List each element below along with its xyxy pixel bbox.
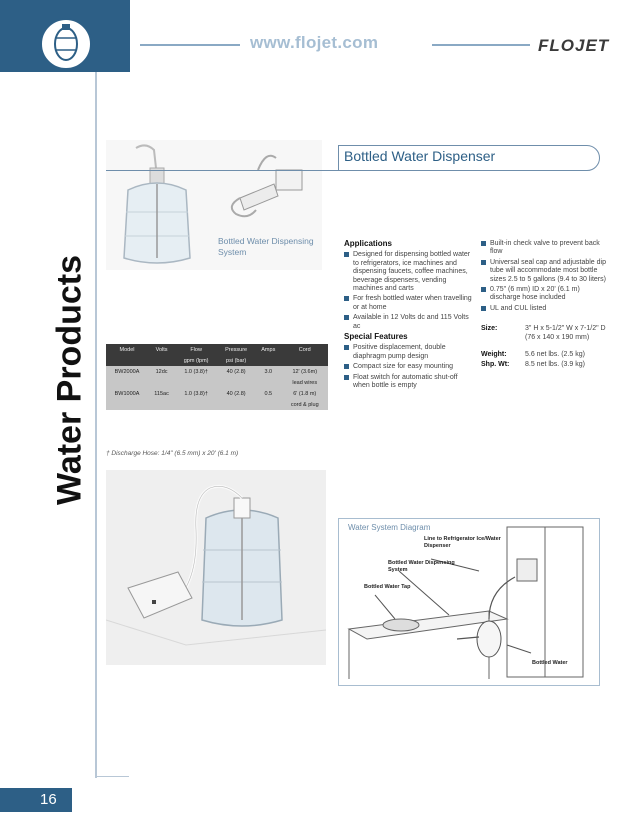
ship-weight-label: Shp. Wt: (481, 361, 510, 369)
banner-rule (106, 170, 340, 171)
page-number: 16 (40, 791, 57, 808)
table-row (106, 399, 328, 410)
size-spec (481, 325, 611, 342)
list-item (481, 240, 611, 257)
bullet-square-icon (344, 364, 349, 369)
diagram-label-line: Line to Refrigerator Ice/Water Dispenser (424, 536, 501, 549)
frame-corner (95, 776, 129, 777)
table-header-cell: Volts (155, 346, 168, 353)
table-cell: 6' (1.8 m) (293, 390, 317, 397)
weight-spec (481, 351, 611, 359)
section-title: Water Products (50, 254, 89, 506)
table-cell (175, 377, 217, 388)
table-cell (106, 399, 148, 410)
table-header-cell: Cord (298, 346, 311, 353)
bullet-square-icon (344, 375, 349, 380)
table-cell: 12dc (155, 368, 168, 375)
table-cell: 40 (2.8) (226, 390, 246, 397)
list-item-text: Compact size for easy mounting (353, 363, 453, 371)
list-item-text: Available in 12 Volts dc and 115 Volts ac (353, 314, 469, 330)
table-header-cell: Amps (261, 346, 276, 353)
table-cell: 1.0 (3.8)† (184, 390, 208, 397)
ship-weight-spec (481, 361, 611, 369)
diagram-label-system: Bottled Water Dispensing System (388, 560, 455, 573)
list-item-text: For fresh bottled water when travelling or at home (353, 295, 472, 311)
table-row (106, 377, 328, 388)
table-header-cell: Pressure (225, 346, 248, 353)
list-item (344, 314, 476, 331)
list-item (344, 344, 476, 361)
size-label: Size: (481, 325, 498, 333)
header-rule-left (140, 44, 240, 46)
side-frame-line (95, 72, 97, 778)
list-item (344, 295, 476, 312)
table-subheader-cell (255, 355, 281, 366)
weight-value: 5.6 net lbs. (2.5 kg) (525, 351, 585, 359)
bullet-square-icon (344, 315, 349, 320)
bullet-square-icon (344, 252, 349, 257)
table-footnote: † Discharge Hose: 1/4" (6.5 mm) x 20' (6.1 m) (106, 450, 239, 457)
table-subheader-cell (106, 355, 148, 366)
list-item-text: 0.75" (6 mm) ID x 20' (6.1 m) discharge hose included (490, 286, 580, 302)
table-cell: 115ac (154, 390, 169, 397)
table-header-cell: Flow (190, 346, 202, 353)
diagram-title: Water System Diagram (348, 523, 431, 532)
table-cell (148, 377, 175, 388)
table-cell: lead wires (292, 379, 318, 386)
table-header-cell: Model (119, 346, 135, 353)
bullet-square-icon (481, 287, 486, 292)
table-cell: 3.0 (264, 368, 273, 375)
bullet-square-icon (481, 260, 486, 265)
list-item-text: Built-in check valve to prevent back flow (490, 240, 600, 256)
size-value: 3" H x 5-1/2" W x 7-1/2" D (76 x 140 x 190 mm) (525, 325, 606, 341)
diagram-label-bottle: Bottled Water (532, 660, 568, 666)
list-item-text: Universal seal cap and adjustable dip tube will accommodate most bottle sizes 2.5 to 5 gallons (9.4 to 30 liters) (490, 258, 606, 283)
table-cell: 12' (3.6m) (292, 368, 318, 375)
list-item (481, 286, 611, 303)
section-title-wrap (45, 230, 95, 530)
table-row (106, 388, 328, 399)
list-item-text: Designed for dispensing bottled water to refrigerators, ice machines and dispensing faucets, coffee machines, beverage dispensers, vending machines and carts (353, 251, 471, 293)
list-item-text: UL and CUL listed (490, 304, 547, 312)
table-cell: cord & plug (290, 401, 319, 408)
table-cell: 1.0 (3.8)† (184, 368, 208, 375)
table-subheader-row (106, 355, 328, 366)
bullet-square-icon (344, 296, 349, 301)
applications-column (344, 240, 476, 393)
website-url: www.flojet.com (250, 33, 379, 52)
list-item-text: Positive displacement, double diaphragm pump design (353, 344, 446, 360)
table-cell (255, 377, 281, 388)
features-column (481, 240, 611, 370)
list-item-text: Float switch for automatic shut-off when bottle is empty (353, 373, 458, 390)
table-cell (106, 377, 148, 388)
spec-table (106, 344, 328, 410)
table-subheader-cell: gpm (lpm) (183, 357, 209, 364)
table-cell (255, 399, 281, 410)
table-cell: BW1000A (114, 390, 140, 397)
table-subheader-cell: psi (bar) (226, 357, 247, 364)
product-title: Bottled Water Dispenser (344, 148, 496, 164)
photo-caption: Bottled Water Dispensing System (218, 236, 314, 257)
list-item (344, 251, 476, 293)
table-header-row (106, 344, 328, 355)
water-bottle-logo-icon (40, 18, 92, 70)
bullet-square-icon (481, 306, 486, 311)
bullet-square-icon (481, 241, 486, 246)
installed-product-photo (106, 470, 326, 665)
list-item (481, 259, 611, 284)
diagram-label-tap: Bottled Water Tap (364, 584, 411, 590)
header-rule-right (432, 44, 530, 46)
brand-logo: FLOJET (538, 36, 610, 55)
weight-label: Weight: (481, 351, 507, 359)
ship-weight-value: 8.5 net lbs. (3.9 kg) (525, 361, 585, 369)
table-subheader-cell (281, 355, 328, 366)
table-cell (217, 399, 255, 410)
list-item (344, 363, 476, 371)
bullet-square-icon (344, 345, 349, 350)
table-cell: BW2000A (114, 368, 140, 375)
list-item (344, 374, 476, 391)
table-cell (217, 377, 255, 388)
table-cell (148, 399, 175, 410)
table-subheader-cell (148, 355, 175, 366)
table-cell: 40 (2.8) (226, 368, 246, 375)
applications-heading: Applications (344, 239, 393, 248)
special-features-heading: Special Features (344, 332, 408, 342)
list-item (481, 305, 611, 313)
table-cell (175, 399, 217, 410)
table-row (106, 366, 328, 377)
page-number-band (0, 788, 72, 812)
table-cell: 0.5 (264, 390, 273, 397)
